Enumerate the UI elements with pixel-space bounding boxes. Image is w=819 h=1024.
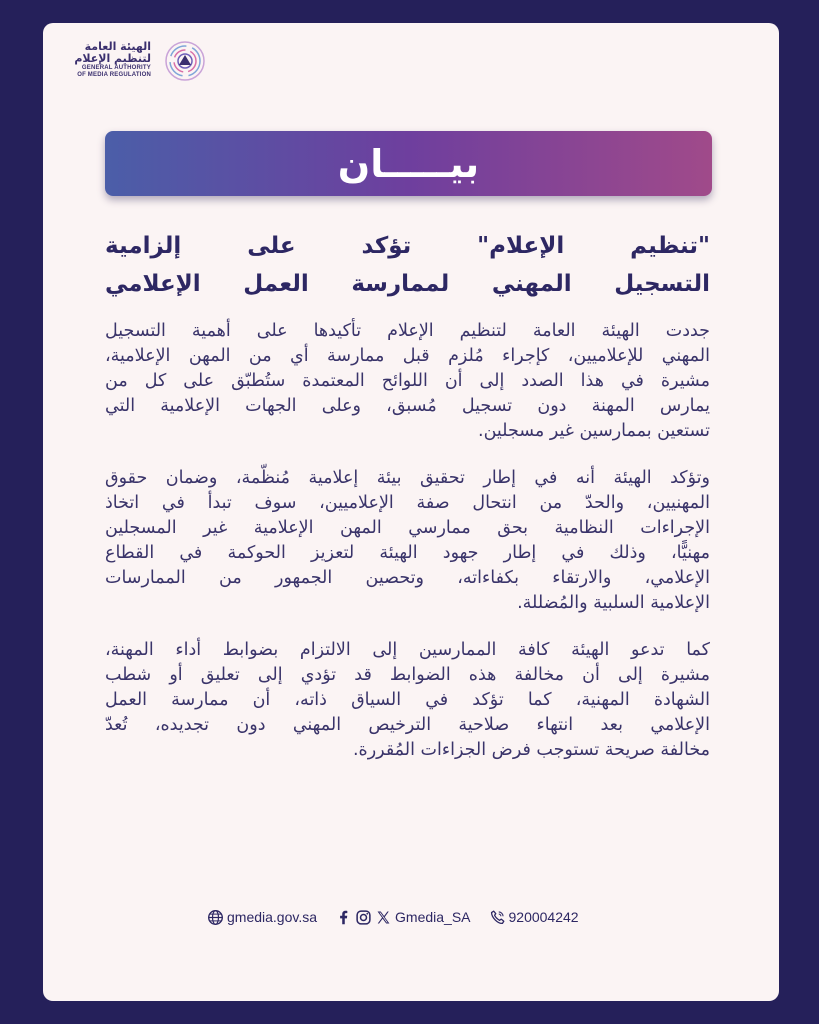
banner-title: بيـــــان	[337, 141, 480, 186]
instagram-icon[interactable]	[355, 909, 372, 926]
phone-link[interactable]	[489, 909, 579, 926]
logo-name-ar-2: لتنظيم الإعلام	[74, 52, 151, 65]
paragraph-line: الشهادة المهنية، كما تؤكد في السياق ذاته، أن ممارسة العمل	[105, 690, 710, 710]
x-account-link[interactable]	[375, 909, 470, 926]
x-icon	[375, 909, 392, 926]
statement-body	[105, 319, 710, 785]
headline-line-1: "تنظيم الإعلام" تؤكد على إلزامية	[105, 233, 710, 259]
authority-logo	[65, 39, 205, 83]
phone-icon	[489, 909, 506, 926]
paragraph-line: المهني للإعلاميين، كإجراء مُلزم قبل ممارسة أي من المهن الإعلامية،	[105, 346, 710, 366]
paragraph-line: مهنيًّا، وذلك في إطار جهود الهيئة لتعزيز الحوكمة في القطاع	[105, 543, 710, 563]
paragraph-line: وتؤكد الهيئة أنه في إطار تحقيق بيئة إعلامية مُنظّمة، وضمان حقوق	[105, 468, 710, 488]
paragraph-3	[105, 638, 710, 763]
logo-text	[65, 41, 151, 79]
logo-name-ar-1: الهيئة العامة	[84, 40, 151, 53]
paragraph-line: تستعين بممارسين غير مسجلين.	[478, 421, 710, 441]
paragraph-line: يمارس المهنة دون تسجيل مُسبق، وعلى الجهات الإعلامية التي	[105, 396, 710, 416]
globe-icon	[207, 909, 224, 926]
headline	[105, 227, 710, 303]
statement-card	[43, 23, 779, 1001]
logo-name-en-2: OF MEDIA REGULATION	[77, 72, 151, 78]
paragraph-line: مشيرة في هذا الصدد إلى أن اللوائح المعتمدة ستُطبّق على كل من	[105, 371, 710, 391]
paragraph-line: جددت الهيئة العامة لتنظيم الإعلام تأكيدها على أهمية التسجيل	[105, 321, 710, 341]
website-link[interactable]	[207, 909, 317, 926]
paragraph-line: الإعلامية السلبية والمُضللة.	[517, 593, 710, 613]
paragraph-line: مخالفة صريحة تستوجب فرض الجزاءات المُقررة.	[352, 740, 710, 760]
logo-name-en-1: GENERAL AUTHORITY	[81, 65, 151, 71]
paragraph-2	[105, 466, 710, 616]
social-handle: Gmedia_SA	[395, 909, 471, 925]
paragraph-line: المهنيين، والحدّ من انتحال صفة الإعلاميين، سوف تبدأ في اتخاذ	[105, 493, 710, 513]
facebook-icon[interactable]	[335, 909, 352, 926]
paragraph-line: كما تدعو الهيئة كافة الممارسين إلى الالتزام بضوابط أداء المهنة،	[105, 640, 710, 660]
website-text: gmedia.gov.sa	[227, 909, 318, 925]
statement-banner	[105, 131, 712, 196]
gmedia-logo-icon	[163, 39, 207, 83]
paragraph-line: الإجراءات النظامية بحق ممارسي المهن الإعلامية غير المسجلين	[105, 518, 710, 538]
phone-number: 920004242	[508, 909, 579, 925]
paragraph-line: الإعلامي بعد انتهاء صلاحية الترخيص المهني دون تجديده، تُعدّ	[105, 715, 710, 735]
contact-footer	[207, 905, 617, 929]
headline-line-2: التسجيل المهني لممارسة العمل الإعلامي	[105, 271, 710, 297]
paragraph-line: الإعلامي، والارتقاء بكفاءاته، وتحصين الجمهور من الممارسات	[105, 568, 710, 588]
paragraph-1	[105, 319, 710, 444]
paragraph-line: مشيرة إلى أن مخالفة هذه الضوابط قد تؤدي إلى تعليق أو شطب	[105, 665, 710, 685]
